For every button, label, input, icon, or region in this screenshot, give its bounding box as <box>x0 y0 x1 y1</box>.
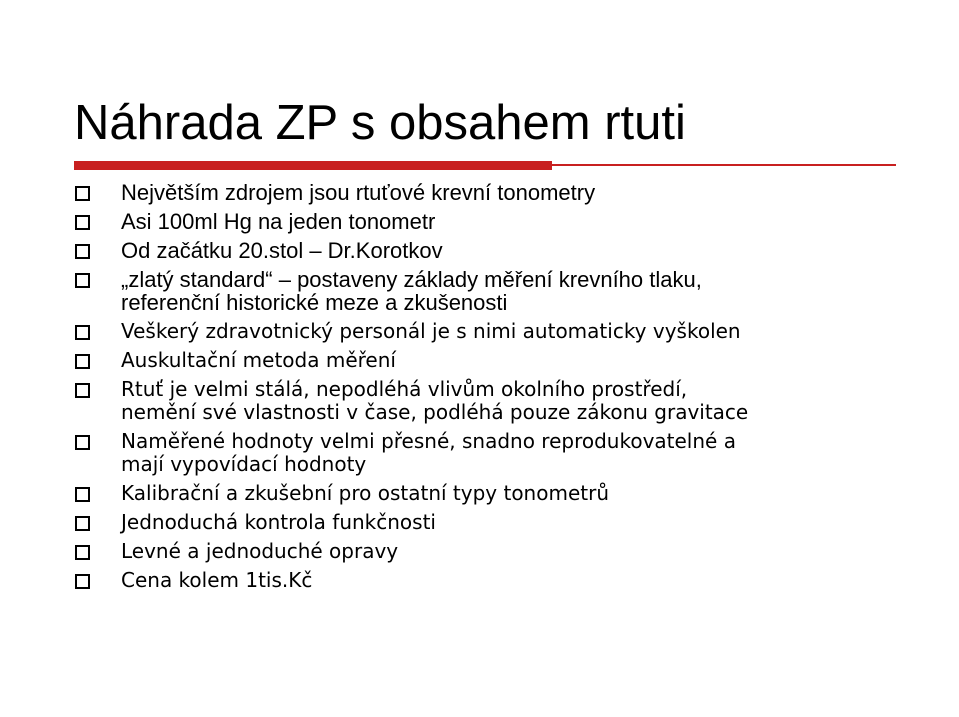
bullet-item-6 <box>0 349 959 372</box>
slide-title: Náhrada ZP s obsahem rtuti <box>74 96 686 150</box>
bullet-text: „zlatý standard“ – postaveny základy měření krevního tlaku, <box>121 267 702 292</box>
title-accent-bar <box>74 161 552 170</box>
bullet-text: Asi 100ml Hg na jeden tonometr <box>121 209 436 234</box>
bullet-item-9 <box>0 482 959 505</box>
square-outline-icon <box>75 273 90 288</box>
bullet-item-5 <box>0 320 959 343</box>
square-outline-icon <box>75 215 90 230</box>
bullet-item-10 <box>0 511 959 534</box>
square-outline-icon <box>75 545 90 560</box>
bullet-text: Levné a jednoduché opravy <box>121 539 399 563</box>
bullet-text: Rtuť je velmi stálá, nepodléhá vlivům okolního prostředí, <box>121 377 688 401</box>
bullet-item-7 <box>0 378 959 424</box>
bullet-text: Auskultační metoda měření <box>121 348 396 372</box>
square-outline-icon <box>75 244 90 259</box>
bullet-item-4 <box>0 268 959 314</box>
bullet-text: Naměřené hodnoty velmi přesné, snadno reprodukovatelné a <box>121 429 736 453</box>
square-outline-icon <box>75 435 90 450</box>
bullet-item-1 <box>0 181 959 204</box>
square-outline-icon <box>75 487 90 502</box>
bullet-item-8 <box>0 430 959 476</box>
bullet-text: Kalibrační a zkušební pro ostatní typy tonometrů <box>121 481 609 505</box>
bullet-text-continued: referenční historické meze a zkušenosti <box>121 290 508 315</box>
bullet-text-continued: mají vypovídací hodnoty <box>121 452 367 476</box>
square-outline-icon <box>75 574 90 589</box>
bullet-item-3 <box>0 239 959 262</box>
bullet-item-11 <box>0 540 959 563</box>
bullet-text: Největším zdrojem jsou rtuťové krevní tonometry <box>121 180 596 205</box>
bullet-item-12 <box>0 569 959 592</box>
square-outline-icon <box>75 186 90 201</box>
bullet-item-2 <box>0 210 959 233</box>
bullet-text: Cena kolem 1tis.Kč <box>121 568 313 592</box>
bullet-text: Veškerý zdravotnický personál je s nimi automaticky vyškolen <box>121 319 741 343</box>
square-outline-icon <box>75 516 90 531</box>
bullet-text: Jednoduchá kontrola funkčnosti <box>121 510 436 534</box>
square-outline-icon <box>75 354 90 369</box>
square-outline-icon <box>75 325 90 340</box>
bullet-text-continued: nemění své vlastnosti v čase, podléhá pouze zákonu gravitace <box>121 400 749 424</box>
bullet-text: Od začátku 20.stol – Dr.Korotkov <box>121 238 443 263</box>
bullet-list <box>0 181 959 598</box>
square-outline-icon <box>75 383 90 398</box>
